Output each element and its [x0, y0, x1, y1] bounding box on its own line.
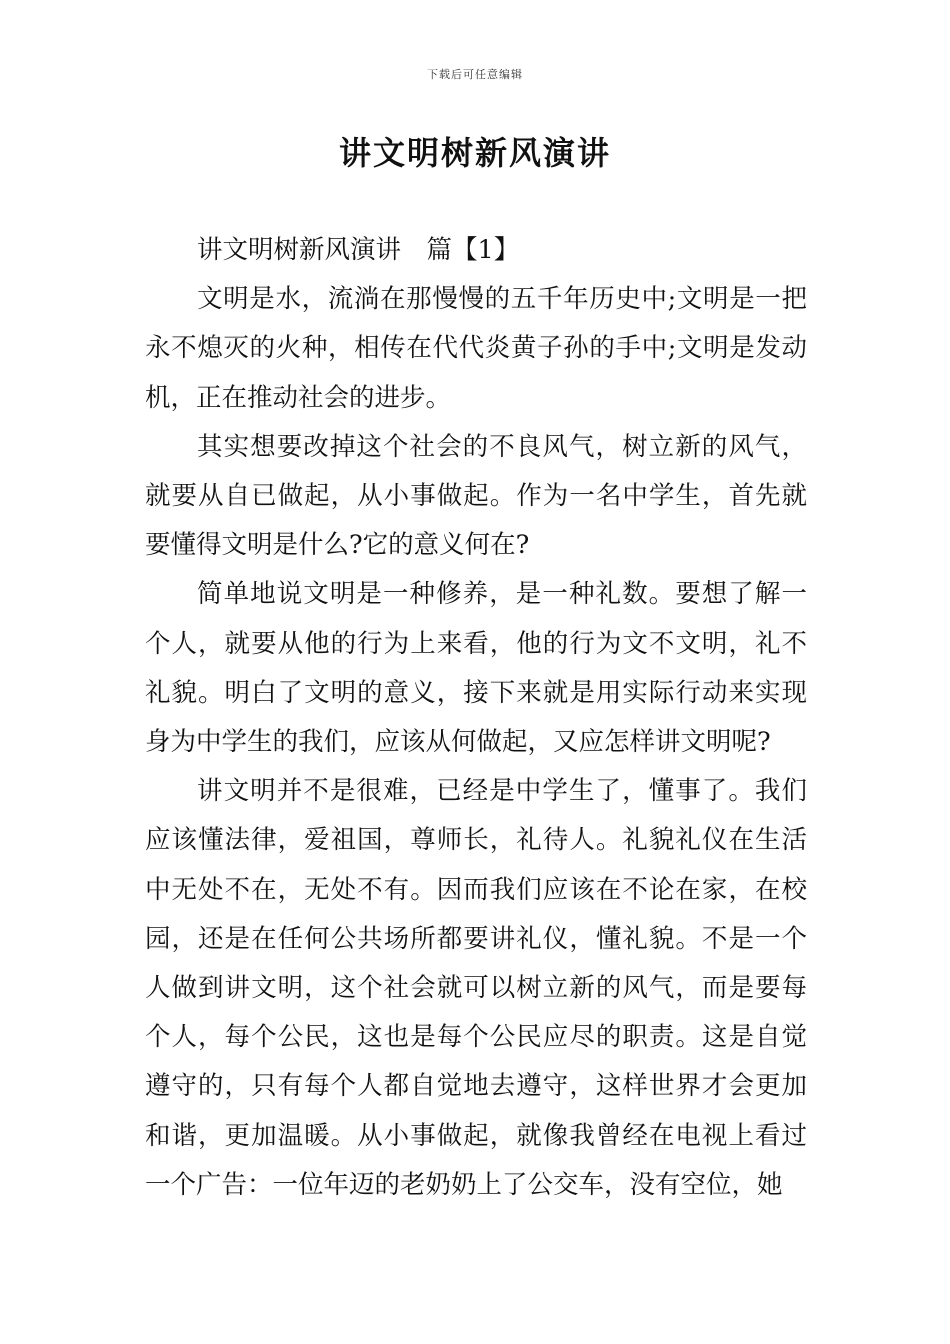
section-heading: 讲文明树新风演讲 篇【1】 [197, 235, 520, 265]
paragraph-1: 文明是水，流淌在那慢慢的五千年历史中;文明是一把永不熄灭的火种，相传在代代炎黄子孙的手中;文明是发动机，正在推动社会的进步。 [145, 284, 807, 413]
paragraph-3: 简单地说文明是一种修养，是一种礼数。要想了解一个人，就要从他的行为上来看，他的行为文不文明，礼不礼貌。明白了文明的意义，接下来就是用实际行动来实现身为中学生的我们，应该从何做起，又应怎样讲文明呢? [145, 579, 807, 758]
document-title: 讲文明树新风演讲 [338, 134, 611, 172]
paragraph-2: 其实想要改掉这个社会的不良风气，树立新的风气，就要从自已做起，从小事做起。作为一名中学生，首先就要懂得文明是什么?它的意义何在? [145, 431, 807, 561]
paragraph-4: 讲文明并不是很难，已经是中学生了，懂事了。我们应该懂法律，爱祖国，尊师长，礼待人。礼貌礼仪在生活中无处不在，无处不有。因而我们应该在不论在家，在校园，还是在任何公共场所都要讲礼仪，懂礼貌。不是一个人做到讲文明，这个社会就可以树立新的风气，而是要每个人，每个公民，这也是每个公民应尽的职责。这是自觉遵守的，只有每个人都自觉地去遵守，这样世界才会更加和谐，更加温暖。从小事做起，就像我曾经在电视上看过一个广告：一位年迈的老奶奶上了公交车，没有空位，她 [145, 776, 807, 1200]
header-note: 下载后可任意编辑 [427, 68, 523, 81]
document-body [145, 226, 807, 1210]
